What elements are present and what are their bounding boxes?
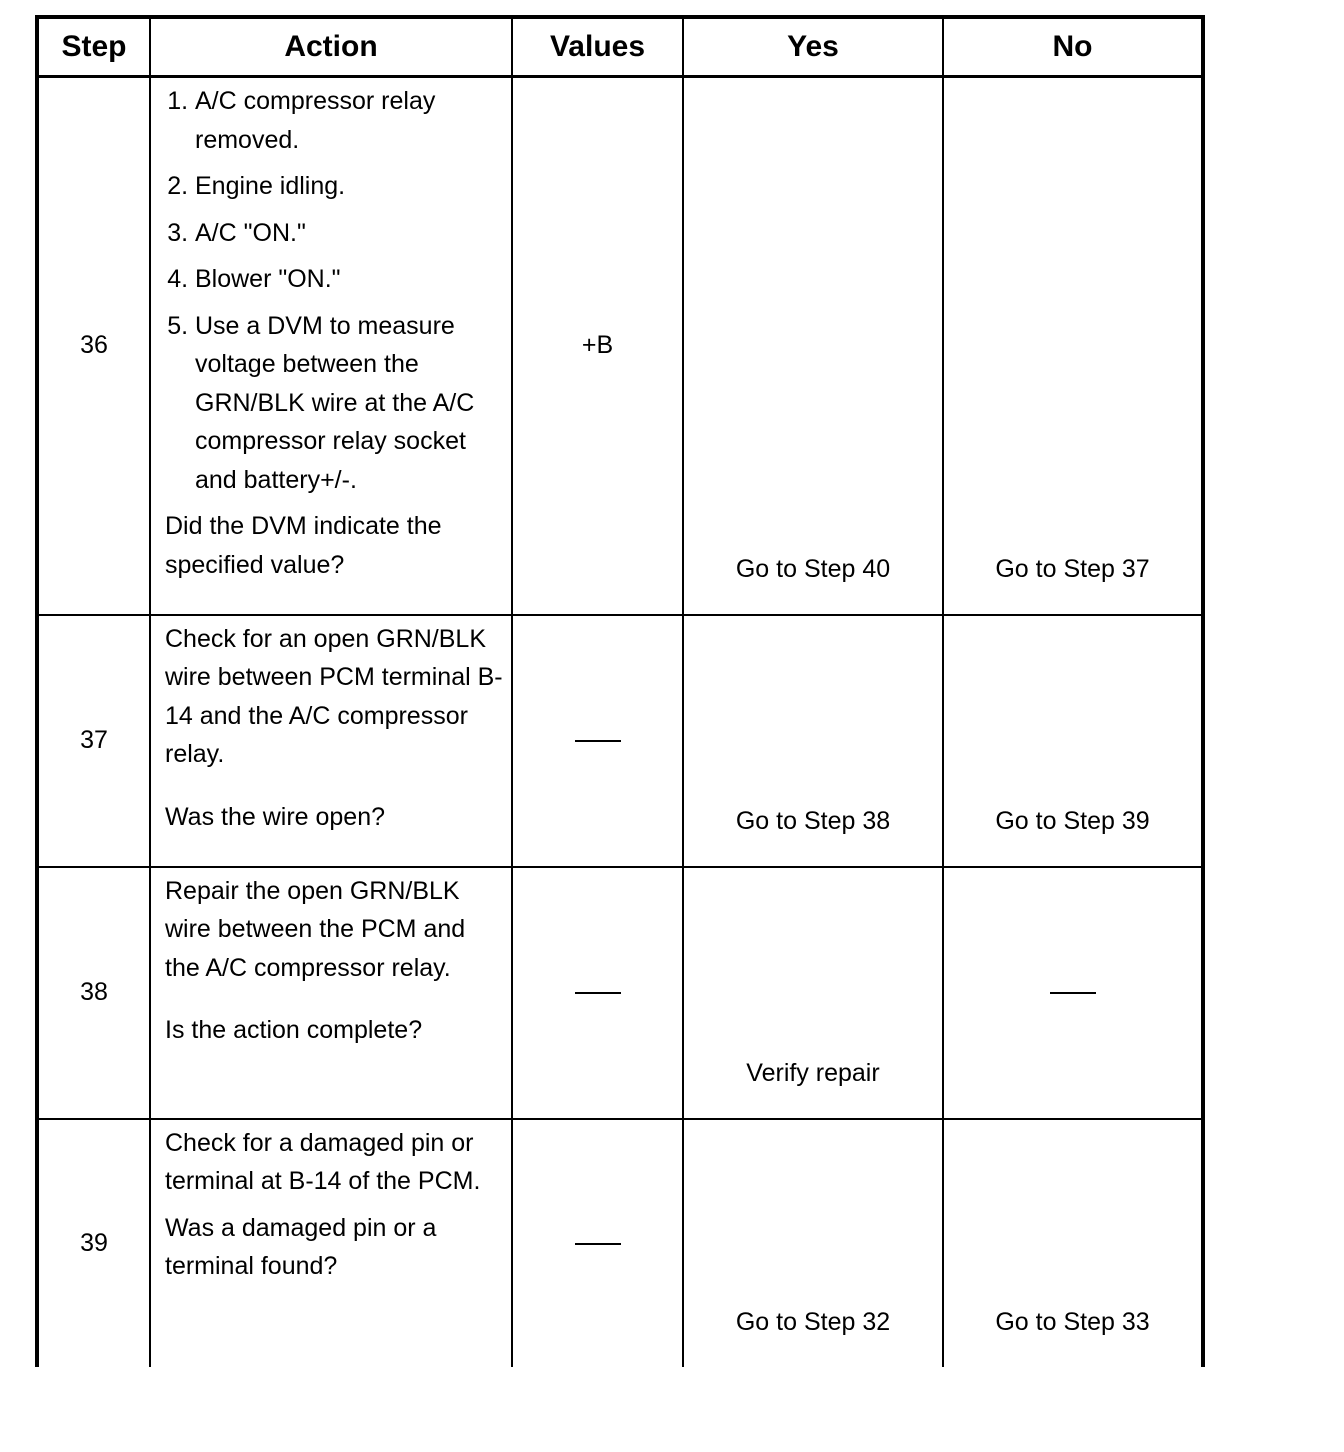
no-cell: Go to Step 37 [943,77,1203,615]
no-cell [943,867,1203,1119]
table-row [37,867,1203,1119]
header-step: Step [37,17,150,77]
action-question: Was a damaged pin or a terminal found? [165,1213,437,1280]
yes-cell: Go to Step 38 [683,615,943,867]
diagnostic-table [35,15,1205,1367]
action-list [165,82,503,499]
action-cell [150,867,512,1119]
action-item: 3. A/C "ON." [195,214,503,253]
table-row [37,77,1203,615]
action-text: Repair the open GRN/BLK wire between the PCM and the A/C compressor relay. [165,876,466,982]
table-row [37,1119,1203,1367]
action-text: Check for a damaged pin or terminal at B-14 of the PCM. [165,1128,481,1195]
step-number: 37 [37,615,150,867]
action-text: Check for an open GRN/BLK wire between PCM terminal B-14 and the A/C compressor relay. [165,624,503,768]
step-number: 36 [37,77,150,615]
action-cell [150,1119,512,1367]
action-item: 1. A/C compressor relay removed. [195,82,503,159]
header-no: No [943,17,1203,77]
yes-cell: Go to Step 32 [683,1119,943,1367]
action-item: 4. Blower "ON." [195,260,503,299]
action-question: Is the action complete? [165,1016,423,1044]
value-cell [512,1119,683,1367]
action-cell [150,77,512,615]
table-row [37,615,1203,867]
dash-icon [575,1243,621,1245]
action-question: Was the wire open? [165,802,386,831]
yes-cell: Verify repair [683,867,943,1119]
yes-cell: Go to Step 40 [683,77,943,615]
dash-icon [575,740,621,742]
action-cell [150,615,512,867]
no-cell: Go to Step 39 [943,615,1203,867]
header-yes: Yes [683,17,943,77]
value-cell: +B [512,77,683,615]
step-number: 38 [37,867,150,1119]
header-values: Values [512,17,683,77]
step-number: 39 [37,1119,150,1367]
dash-icon [1050,992,1096,994]
value-cell [512,867,683,1119]
action-item: 5. Use a DVM to measure voltage between the GRN/BLK wire at the A/C compressor relay socket and battery+/-. [195,307,503,500]
dash-icon [575,992,621,994]
no-cell: Go to Step 33 [943,1119,1203,1367]
action-question: Did the DVM indicate the specified value? [165,512,442,579]
value-cell [512,615,683,867]
header-row [37,17,1203,77]
header-action: Action [150,17,512,77]
action-item: 2. Engine idling. [195,167,503,206]
